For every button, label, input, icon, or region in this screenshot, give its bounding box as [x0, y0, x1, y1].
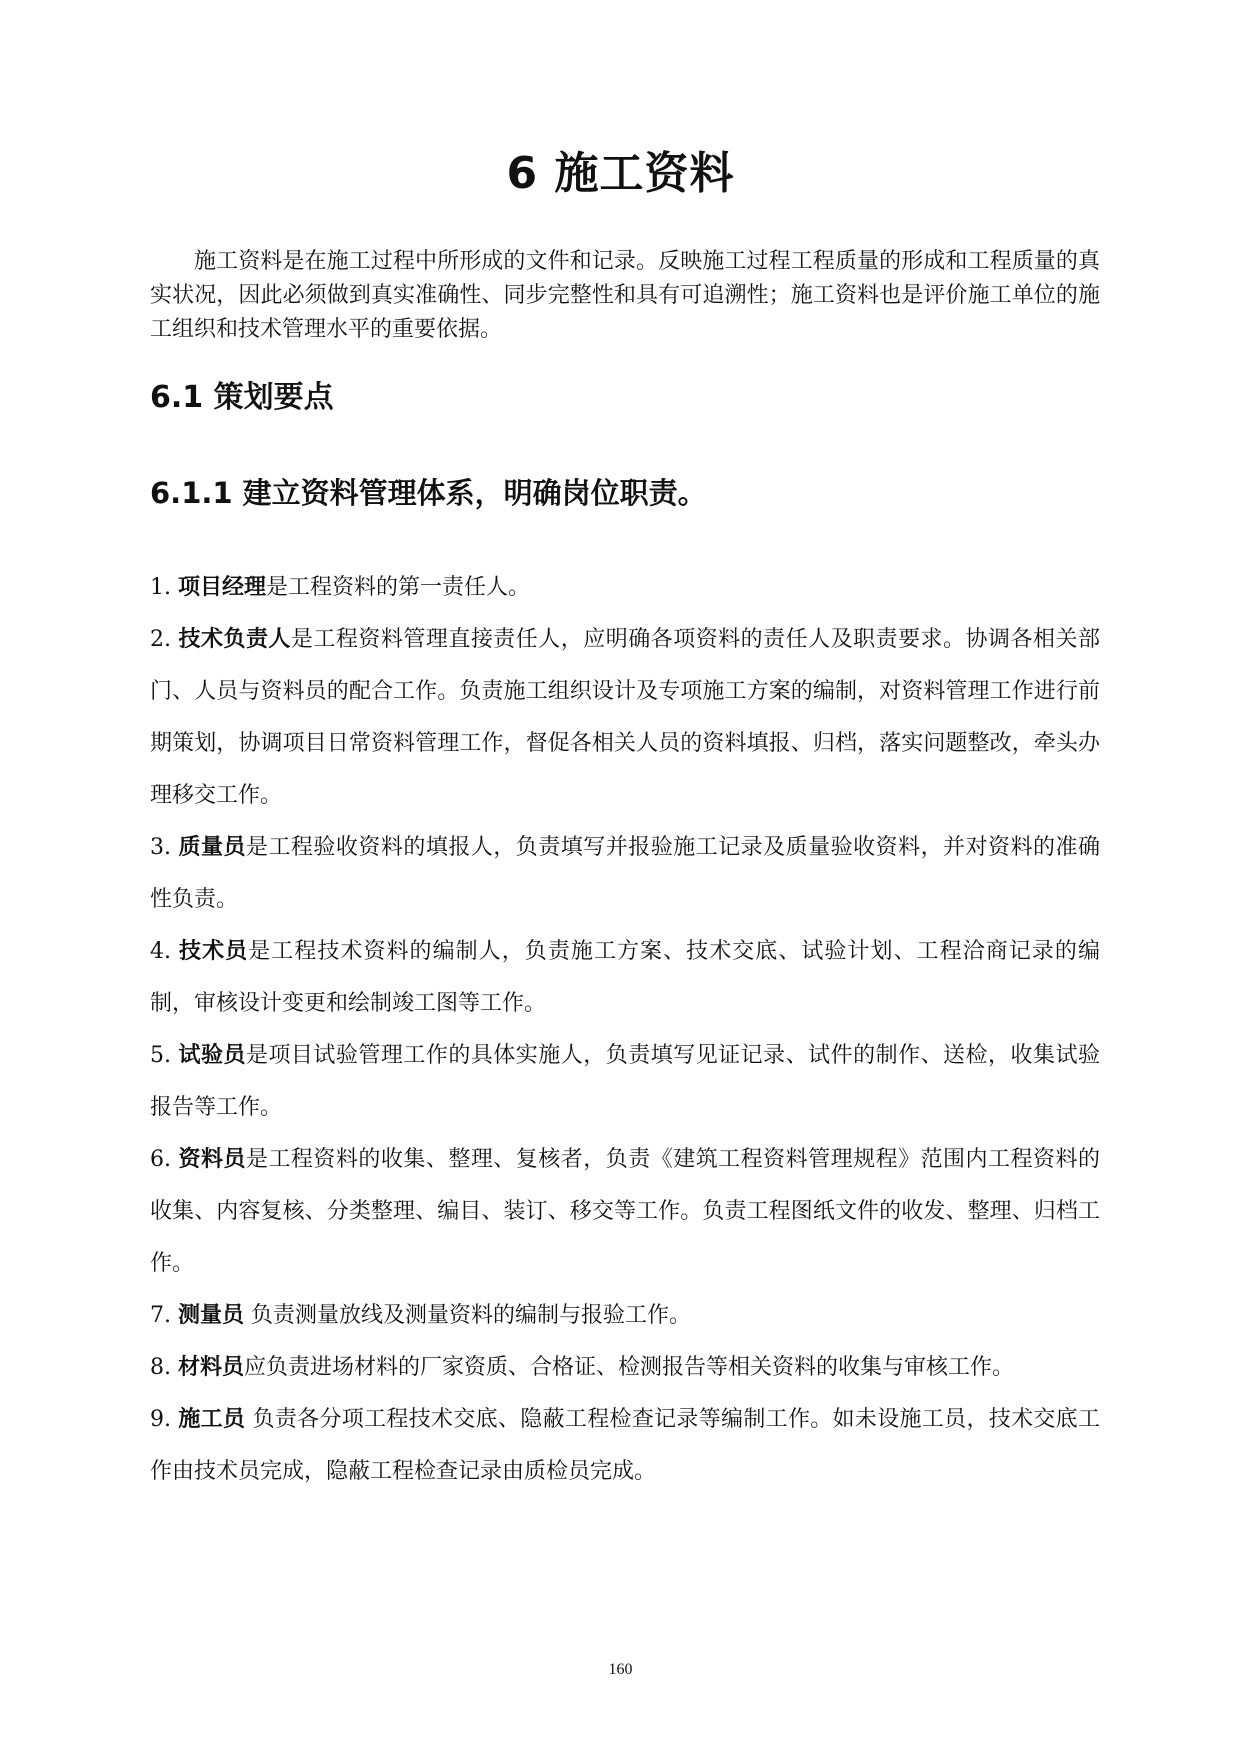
- item-number: 8.: [150, 1355, 171, 1380]
- item-role: 测量员: [178, 1303, 245, 1328]
- list-item: [150, 926, 1100, 1030]
- item-text: 负责各分项工程技术交底、隐蔽工程检查记录等编制工作。如未设施工员，技术交底工作由技术员完成，隐蔽工程检查记录由质检员完成。: [150, 1407, 1100, 1484]
- list-item: [150, 614, 1100, 822]
- item-text: 是工程资料的收集、整理、复核者，负责《建筑工程资料管理规程》范围内工程资料的收集、内容复核、分类整理、编目、装订、移交等工作。负责工程图纸文件的收发、整理、归档工作。: [150, 1147, 1100, 1276]
- page-number: 160: [608, 1661, 633, 1678]
- subsection-heading: 6.1.1 建立资料管理体系，明确岗位职责。: [150, 476, 707, 510]
- item-role: 技术员: [179, 939, 249, 964]
- item-number: 6.: [150, 1147, 171, 1172]
- list-item: [150, 822, 1100, 926]
- list-item: [150, 562, 1100, 614]
- item-number: 3.: [150, 835, 171, 860]
- item-number: 7.: [150, 1303, 171, 1328]
- section-heading: 6.1 策划要点: [150, 380, 334, 415]
- list-item: [150, 1342, 1100, 1394]
- item-role: 资料员: [178, 1147, 246, 1172]
- chapter-title: 6 施工资料: [506, 148, 735, 199]
- item-number: 5.: [150, 1043, 171, 1068]
- item-text: 是工程验收资料的填报人，负责填写并报验施工记录及质量验收资料，并对资料的准确性负责。: [150, 835, 1100, 912]
- list-item: [150, 1394, 1100, 1498]
- list-item: [150, 1134, 1100, 1290]
- item-number: 2.: [150, 627, 171, 652]
- item-number: 4.: [150, 939, 171, 964]
- item-role: 技术负责人: [178, 627, 291, 652]
- item-role: 试验员: [178, 1043, 246, 1068]
- list-item: [150, 1290, 1100, 1342]
- item-number: 1.: [150, 575, 171, 600]
- item-role: 项目经理: [178, 575, 267, 600]
- intro-paragraph: 施工资料是在施工过程中所形成的文件和记录。反映施工过程工程质量的形成和工程质量的真实状况，因此必须做到真实准确性、同步完整性和具有可追溯性；施工资料也是评价施工单位的施工组织和技术管理水平的重要依据。: [150, 249, 1100, 342]
- responsibility-list: [150, 562, 1100, 1498]
- item-text: 是工程资料管理直接责任人，应明确各项资料的责任人及职责要求。协调各相关部门、人员与资料员的配合工作。负责施工组织设计及专项施工方案的编制，对资料管理工作进行前期策划，协调项目日常资料管理工作，督促各相关人员的资料填报、归档，落实问题整改，牵头办理移交工作。: [150, 627, 1100, 808]
- item-role: 质量员: [178, 835, 246, 860]
- item-number: 9.: [150, 1407, 171, 1432]
- item-text: 应负责进场材料的厂家资质、合格证、检测报告等相关资料的收集与审核工作。: [244, 1355, 1015, 1380]
- item-text: 是工程资料的第一责任人。: [266, 575, 531, 600]
- item-text: 负责测量放线及测量资料的编制与报验工作。: [251, 1303, 692, 1328]
- item-text: 是工程技术资料的编制人，负责施工方案、技术交底、试验计划、工程洽商记录的编制，审核设计变更和绘制竣工图等工作。: [150, 939, 1100, 1016]
- list-item: [150, 1030, 1100, 1134]
- item-text: 是项目试验管理工作的具体实施人，负责填写见证记录、试件的制作、送检，收集试验报告等工作。: [150, 1043, 1100, 1120]
- item-role: 施工员: [178, 1407, 246, 1432]
- item-role: 材料员: [178, 1355, 245, 1380]
